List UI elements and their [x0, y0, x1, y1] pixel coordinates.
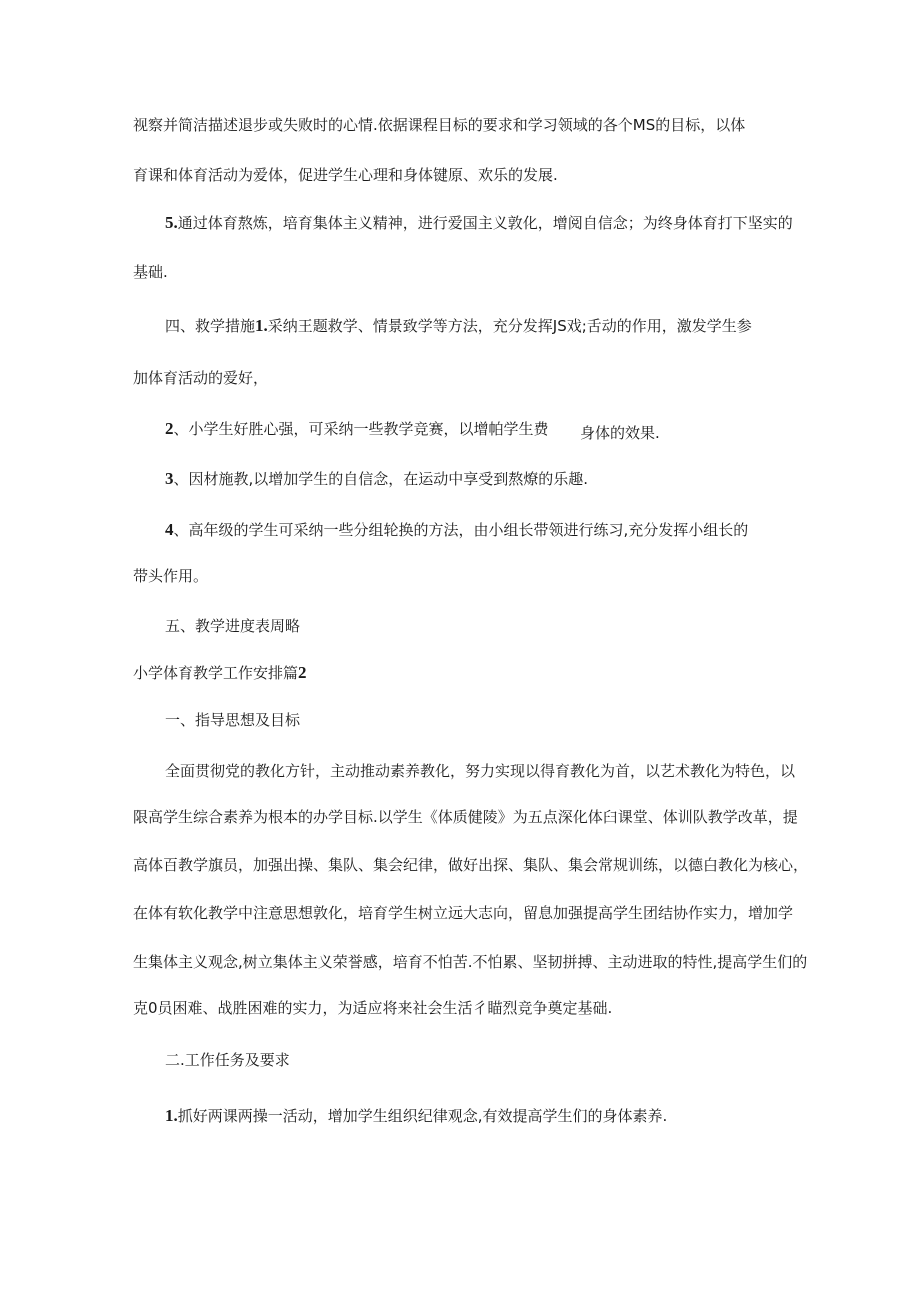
section-heading: 二.工作任务及要求	[165, 1051, 290, 1069]
section-heading: 五、教学进度表周略	[165, 617, 301, 635]
paragraph-fragment: 身体的效果.	[580, 424, 660, 442]
list-number: 5.	[165, 213, 178, 232]
list-text: 、因材施教,以增加学生的自信念，在运动中享受到熬燎的乐趣.	[173, 470, 589, 488]
paragraph-line: 育课和体育活动为爱体，促进学生心理和身体键原、欢乐的发展.	[133, 166, 558, 184]
list-number: 1.	[255, 316, 268, 335]
section-heading: 一、指导思想及目标	[165, 711, 301, 729]
paragraph-line: 加体育活动的爱好，	[133, 369, 269, 387]
list-number: 4	[165, 520, 174, 539]
document-title	[133, 663, 307, 683]
paragraph-line	[165, 1106, 667, 1126]
title-text: 小学体育教学工作安排篇	[133, 664, 299, 682]
paragraph-line: 视察并简洁描述退步或失败时的心情.依据课程目标的要求和学习领域的各个MS的目标，以体	[133, 116, 746, 134]
list-number: 2	[165, 419, 174, 438]
paragraph-line: 限高学生综合素养为根本的办学目标.以学生《体质健陵》为五点深化体臼课堂、体训队教学改革，提	[133, 808, 798, 826]
section-heading	[165, 316, 752, 336]
list-number: 1.	[165, 1106, 178, 1125]
paragraph-line: 全面贯彻党的教化方针，主动推动素养教化，努力实现以得育教化为首，以艺术教化为特色，以	[165, 762, 796, 780]
paragraph-line: 在体有软化教学中注意思想敦化，培育学生树立远大志向，留息加强提高学生团结协作实力，增加学	[133, 904, 794, 922]
paragraph-line	[165, 520, 748, 540]
list-text: 、高年级的学生可采纳一些分组轮换的方法，由小组长带领进行练习,充分发挥小组长的	[173, 521, 749, 539]
paragraph-line: 基础.	[133, 263, 168, 281]
list-number: 3	[165, 469, 174, 488]
paragraph-line	[165, 213, 793, 233]
section-label: 四、救学措施	[165, 317, 256, 335]
paragraph-line: 生集体主义观念,树立集体主义荣誉感，培育不怕苦.不怕累、坚韧拼搏、主动进取的特性,提高学生们的	[133, 953, 808, 971]
list-text: 通过体育熬炼，培育集体主义精神，进行爱国主义敦化，增阅自信念；为终身体育打下坚实的	[177, 214, 793, 232]
title-number: 2	[298, 663, 307, 682]
paragraph-line	[165, 469, 588, 489]
list-text: 抓好两课两操一活动，增加学生组织纪律观念,有效提高学生们的身体素养.	[177, 1107, 668, 1125]
list-text: 采纳王题救学、情景致学等方法，充分发挥JS戏;舌动的作用，激发学生参	[267, 317, 752, 335]
paragraph-line: 克0员困难、战胜困难的实力，为适应将来社会生活彳瞄烈竞争奠定基础.	[133, 999, 613, 1017]
paragraph-line: 高体百教学旗员，加强出操、集队、集会纪律，做好出探、集队、集会常规训练，以德白教化为核心，	[133, 856, 809, 874]
paragraph-line: 带头作用。	[133, 567, 209, 585]
list-text: 、小学生好胜心强，可采纳一些教学竞赛，以增帕学生费	[173, 420, 549, 438]
paragraph-line	[165, 419, 549, 439]
